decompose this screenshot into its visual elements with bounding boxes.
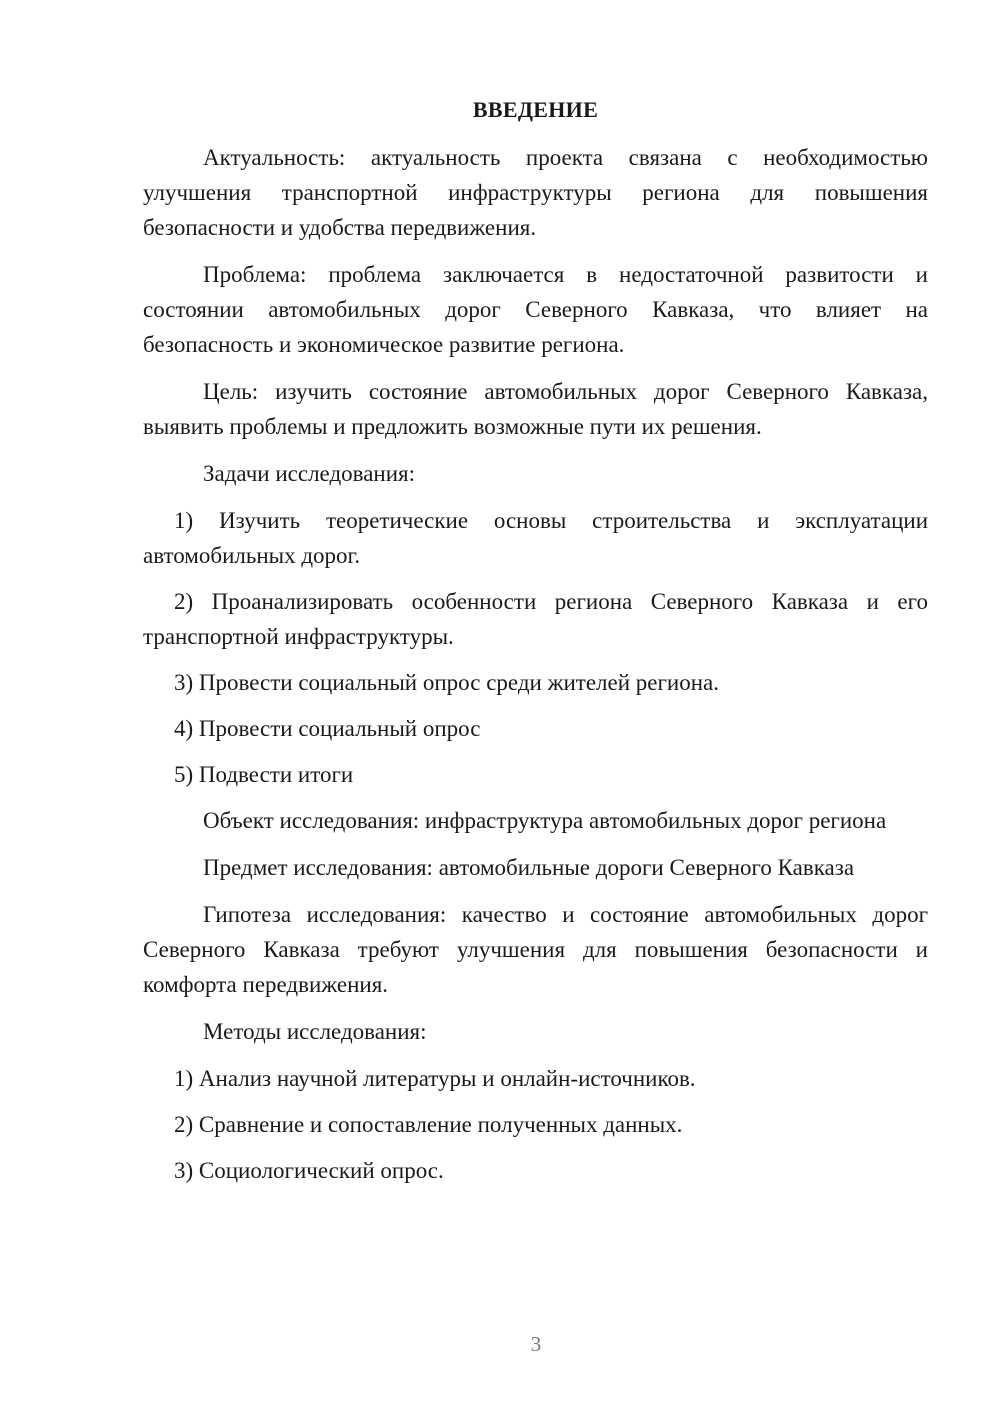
task-item: 1) Изучить теоретические основы строительства и эксплуатации автомобильных дорог.	[143, 508, 928, 568]
object-paragraph: Объект исследования: инфраструктура автомобильных дорог региона	[203, 808, 887, 833]
task-item: 2) Проанализировать особенности региона Северного Кавказа и его транспортной инфраструктуры.	[143, 589, 928, 649]
document-page	[143, 92, 928, 1199]
hypothesis-paragraph: Гипотеза исследования: качество и состояние автомобильных дорог Северного Кавказа требуют улучшения для повышения безопасности и комфорта передвижения.	[143, 902, 928, 997]
problem-paragraph: Проблема: проблема заключается в недостаточной развитости и состоянии автомобильных дорог Северного Кавказа, что влияет на безопасность и экономическое развитие региона.	[143, 262, 928, 357]
method-item: 2) Сравнение и сопоставление полученных данных.	[174, 1112, 683, 1137]
task-item: 5) Подвести итоги	[174, 762, 354, 787]
subject-paragraph: Предмет исследования: автомобильные дороги Северного Кавказа	[203, 855, 855, 880]
methods-heading: Методы исследования:	[203, 1019, 427, 1044]
page-number: 3	[530, 1332, 542, 1356]
task-item: 3) Провести социальный опрос среди жителей региона.	[174, 670, 720, 695]
tasks-heading: Задачи исследования:	[203, 461, 416, 486]
method-item: 1) Анализ научной литературы и онлайн-источников.	[174, 1066, 696, 1091]
goal-paragraph: Цель: изучить состояние автомобильных дорог Северного Кавказа, выявить проблемы и предложить возможные пути их решения.	[143, 379, 928, 439]
method-item: 3) Социологический опрос.	[174, 1158, 444, 1183]
section-title: ВВЕДЕНИЕ	[472, 97, 599, 122]
task-item: 4) Провести социальный опрос	[174, 716, 481, 741]
relevance-paragraph: Актуальность: актуальность проекта связана с необходимостью улучшения транспортной инфраструктуры региона для повышения безопасности и удобства передвижения.	[143, 145, 928, 240]
